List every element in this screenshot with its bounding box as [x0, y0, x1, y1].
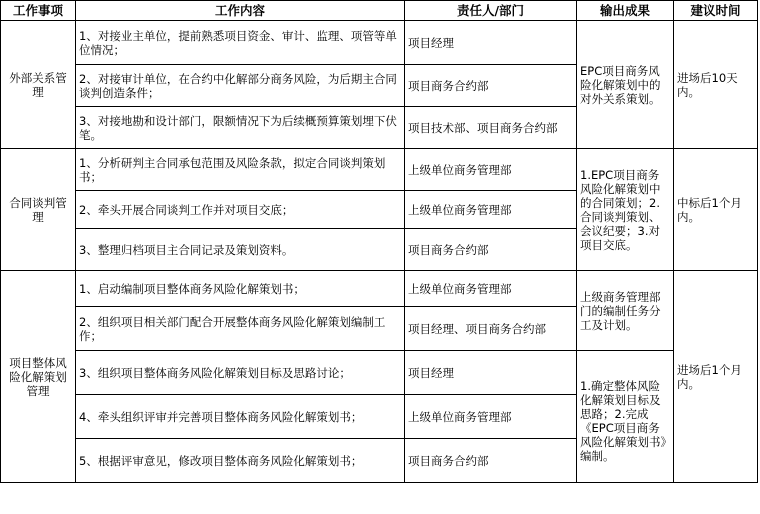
task-content: 3、组织项目整体商务风险化解策划目标及思路讨论；: [76, 351, 405, 395]
task-owner: 项目经理、项目商务合约部: [405, 307, 577, 351]
task-owner: 项目技术部、项目商务合约部: [405, 107, 577, 149]
task-content: 1、对接业主单位，提前熟悉项目资金、审计、监理、项管等单位情况；: [76, 21, 405, 65]
task-content: 2、对接审计单位，在合约中化解部分商务风险，为后期主合同谈判创造条件；: [76, 65, 405, 107]
task-content: 2、组织项目相关部门配合开展整体商务风险化解策划编制工作；: [76, 307, 405, 351]
task-owner: 上级单位商务管理部: [405, 149, 577, 191]
header-content: 工作内容: [76, 1, 405, 21]
task-owner: 上级单位商务管理部: [405, 395, 577, 439]
task-content: 3、整理归档项目主合同记录及策划资料。: [76, 229, 405, 271]
table-row: [1, 149, 758, 191]
header-time: 建议时间: [674, 1, 758, 21]
group-output: 1.EPC项目商务风险化解策划中的合同策划；2.合同谈判策划、会议纪要；3.对项目交底。: [577, 149, 674, 271]
task-owner: 项目商务合约部: [405, 439, 577, 483]
task-owner: 上级单位商务管理部: [405, 191, 577, 229]
task-content: 3、对接地勘和设计部门，限额情况下为后续概预算策划埋下伏笔。: [76, 107, 405, 149]
group-output-b-text: 1.确定整体风险化解策划目标及思路；2.完成《EPC项目商务风险化解策划书》编制。: [580, 378, 667, 463]
group-time: 进场后10天内。: [674, 21, 758, 149]
group-item-external: 外部关系管理: [1, 21, 76, 149]
task-content: 5、根据评审意见，修改项目整体商务风险化解策划书；: [76, 439, 405, 483]
group-item-contract: 合同谈判管理: [1, 149, 76, 271]
table-row: [1, 271, 758, 307]
header-item: 工作事项: [1, 1, 76, 21]
header-row: [1, 1, 758, 21]
table-row: [1, 21, 758, 65]
group-time: 进场后1个月内。: [674, 271, 758, 483]
task-owner: 项目商务合约部: [405, 229, 577, 271]
group-item-risk: 项目整体风险化解策划管理: [1, 271, 76, 483]
task-content: 1、启动编制项目整体商务风险化解策划书；: [76, 271, 405, 307]
group-output-a: 上级商务管理部门的编制任务分工及计划。: [577, 271, 674, 351]
group-time: 中标后1个月内。: [674, 149, 758, 271]
group-output-b: [577, 351, 674, 483]
task-content: 4、牵头组织评审并完善项目整体商务风险化解策划书；: [76, 395, 405, 439]
header-owner: 责任人/部门: [405, 1, 577, 21]
task-owner: 项目经理: [405, 351, 577, 395]
task-content: 2、牵头开展合同谈判工作并对项目交底；: [76, 191, 405, 229]
task-content: 1、分析研判主合同承包范围及风险条款，拟定合同谈判策划书；: [76, 149, 405, 191]
table-row: [1, 351, 758, 395]
group-output: EPC项目商务风险化解策划中的对外关系策划。: [577, 21, 674, 149]
header-output: 输出成果: [577, 1, 674, 21]
task-owner: 项目经理: [405, 21, 577, 65]
task-owner: 上级单位商务管理部: [405, 271, 577, 307]
task-owner: 项目商务合约部: [405, 65, 577, 107]
